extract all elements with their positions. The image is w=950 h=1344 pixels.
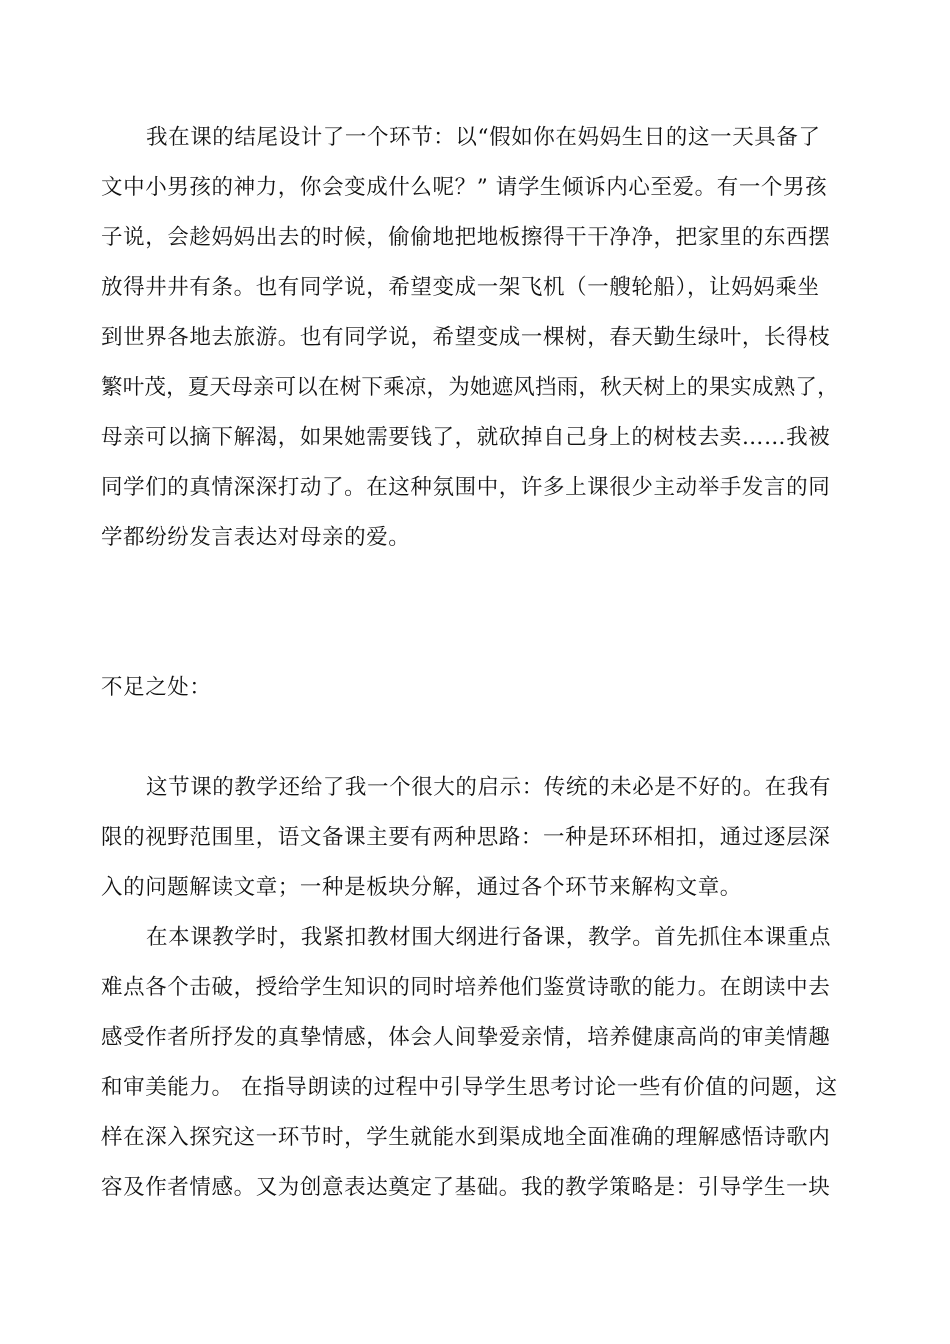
paragraph-line: 难点各个击破，授给学生知识的同时培养他们鉴赏诗歌的能力。在朗读中去 (101, 975, 831, 1000)
paragraph-line: 感受作者所抒发的真挚情感，体会人间挚爱亲情，培养健康高尚的审美情趣 (101, 1025, 831, 1050)
paragraph-line: 同学们的真情深深打动了。在这种氛围中，许多上课很少主动举手发言的同 (101, 475, 831, 500)
paragraph-line: 到世界各地去旅游。也有同学说，希望变成一棵树，春天勤生绿叶，长得枝 (101, 325, 831, 350)
paragraph-line: 子说，会趁妈妈出去的时候，偷偷地把地板擦得干干净净，把家里的东西摆 (101, 225, 831, 250)
paragraph-line: 母亲可以摘下解渴，如果她需要钱了，就砍掉自己身上的树枝去卖……我被 (101, 425, 831, 450)
paragraph-line: 限的视野范围里，语文备课主要有两种思路：一种是环环相扣，通过逐层深 (101, 825, 831, 850)
paragraph-line: 我在课的结尾设计了一个环节：以“假如你在妈妈生日的这一天具备了 (146, 125, 821, 150)
paragraph-line: 在本课教学时，我紧扣教材围大纲进行备课，教学。首先抓住本课重点 (146, 925, 832, 950)
paragraph-line: 样在深入探究这一环节时，学生就能水到渠成地全面准确的理解感悟诗歌内 (101, 1125, 831, 1150)
paragraph-line: 容及作者情感。又为创意表达奠定了基础。我的教学策略是：引导学生一块 (101, 1175, 831, 1200)
paragraph-line: 这节课的教学还给了我一个很大的启示：传统的未必是不好的。在我有 (146, 775, 832, 800)
paragraph-line: 和审美能力。 在指导朗读的过程中引导学生思考讨论一些有价值的问题，这 (101, 1075, 838, 1100)
paragraph-line: 放得井井有条。也有同学说，希望变成一架飞机（一艘轮船），让妈妈乘坐 (101, 275, 820, 300)
section-heading: 不足之处： (101, 675, 212, 700)
paragraph-line: 文中小男孩的神力，你会变成什么呢？” 请学生倾诉内心至爱。有一个男孩 (101, 175, 828, 200)
paragraph-line: 繁叶茂，夏天母亲可以在树下乘凉，为她遮风挡雨，秋天树上的果实成熟了， (101, 375, 839, 400)
paragraph-line: 学都纷纷发言表达对母亲的爱。 (101, 525, 411, 550)
paragraph-line: 入的问题解读文章；一种是板块分解，通过各个环节来解构文章。 (101, 875, 742, 900)
